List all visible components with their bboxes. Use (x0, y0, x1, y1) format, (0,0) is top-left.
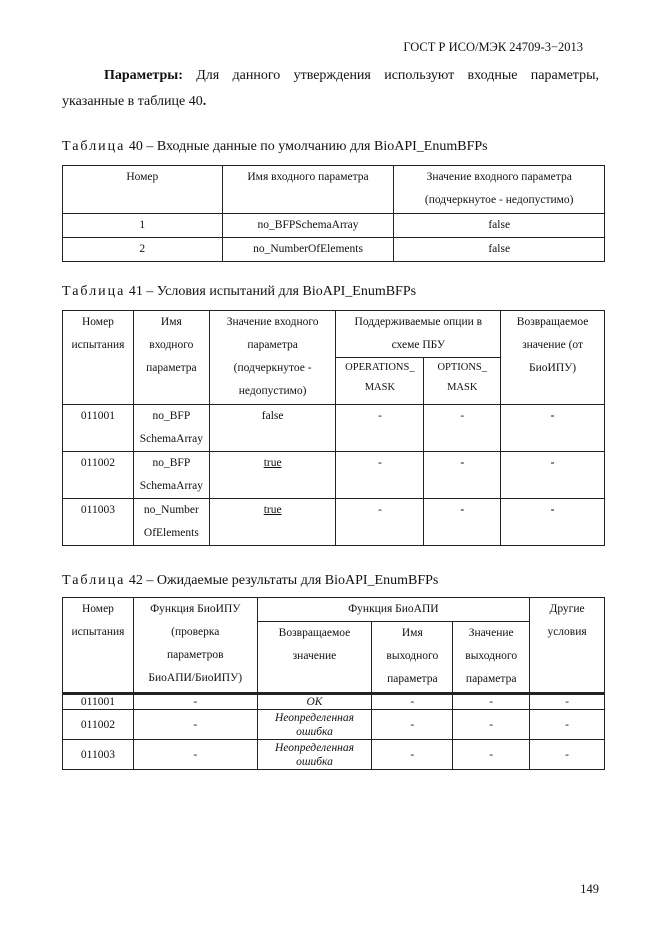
t42-ipu: - (133, 710, 257, 740)
table-row (63, 452, 605, 499)
t40-h-value: Значение входного параметра (подчеркнутое - недопустимо) (394, 166, 605, 214)
table-42 (62, 597, 605, 770)
t42-other: - (530, 710, 605, 740)
t41-ret: - (501, 499, 605, 546)
t41-h-name: Имя входного параметра (133, 311, 209, 405)
table41-caption-word: Таблица (62, 284, 126, 299)
table40-caption-text: 40 – Входные данные по умолчанию для BioAPI_EnumBFPs (128, 139, 488, 154)
t40-cell: 2 (63, 238, 223, 262)
t41-h-optmask: OPTIONS_ MASK (424, 358, 501, 405)
t41-name: no_BFP SchemaArray (133, 405, 209, 452)
t41-opt: - (424, 452, 501, 499)
table40-caption (62, 139, 488, 155)
t41-op: - (336, 499, 424, 546)
t41-h-opmask: OPERATIONS_ MASK (336, 358, 424, 405)
t42-num: 011002 (63, 710, 134, 740)
t42-num: 011001 (63, 694, 134, 710)
table-row (63, 499, 605, 546)
t42-val: - (453, 694, 530, 710)
t42-name: - (372, 694, 453, 710)
t41-value: true (209, 452, 336, 499)
t42-h-return: Возвращаемое значение (257, 622, 372, 693)
t40-cell: false (394, 214, 605, 238)
t41-op: - (336, 452, 424, 499)
t42-ret: Неопределенная ошибка (257, 710, 372, 740)
t41-h-options: Поддерживаемые опции в схеме ПБУ (336, 311, 501, 358)
t41-name: no_Number OfElements (133, 499, 209, 546)
t41-op: - (336, 405, 424, 452)
t41-h-number: Номер испытания (63, 311, 134, 405)
t42-val: - (453, 740, 530, 770)
t41-h-return: Возвращаемое значение (от БиоИПУ) (501, 311, 605, 405)
t42-ipu: - (133, 694, 257, 710)
t41-num: 011001 (63, 405, 134, 452)
t41-ret: - (501, 452, 605, 499)
t41-opt: - (424, 405, 501, 452)
t41-value: false (209, 405, 336, 452)
t42-h-other: Другие условия (530, 598, 605, 693)
table-row (63, 694, 605, 710)
t41-ret: - (501, 405, 605, 452)
t42-other: - (530, 740, 605, 770)
table-41 (62, 310, 605, 546)
t40-cell: no_BFPSchemaArray (222, 214, 394, 238)
table-row (63, 405, 605, 452)
t41-num: 011003 (63, 499, 134, 546)
intro-text-1: Для данного утверждения используют входные параметры, (196, 68, 599, 83)
page-number: 149 (580, 882, 599, 896)
intro-line-1 (62, 63, 599, 89)
t42-h-outval: Значение выходного параметра (453, 622, 530, 693)
t42-num: 011003 (63, 740, 134, 770)
t42-val: - (453, 710, 530, 740)
intro-end: . (202, 94, 207, 109)
t42-h-number: Номер испытания (63, 598, 134, 693)
t41-opt: - (424, 499, 501, 546)
t41-h-value: Значение входного параметра (подчеркнутое - недопустимо) (209, 311, 336, 405)
t40-h-name: Имя входного параметра (222, 166, 394, 214)
t40-h-number: Номер (63, 166, 223, 214)
t42-h-outname: Имя выходного параметра (372, 622, 453, 693)
t42-name: - (372, 740, 453, 770)
table40-caption-word: Таблица (62, 139, 126, 154)
table-row (63, 710, 605, 740)
table-40 (62, 165, 605, 262)
t41-value: true (209, 499, 336, 546)
t42-h-api: Функция БиоАПИ (257, 598, 530, 622)
t42-ret: Неопределенная ошибка (257, 740, 372, 770)
intro-text-2: указанные в таблице 40 (62, 94, 203, 109)
t42-ret: OK (257, 694, 372, 710)
table41-caption-text: 41 – Условия испытаний для BioAPI_EnumBFPs (128, 284, 417, 299)
t40-cell: false (394, 238, 605, 262)
table42-caption-text: 42 – Ожидаемые результаты для BioAPI_EnumBFPs (128, 573, 439, 588)
document-header: ГОСТ Р ИСО/МЭК 24709-3−2013 (403, 40, 583, 54)
t42-h-ipu: Функция БиоИПУ (проверка параметров БиоАПИ/БиоИПУ) (133, 598, 257, 693)
table41-caption (62, 284, 416, 300)
table42-caption (62, 573, 438, 589)
intro-bold: Параметры: (104, 68, 183, 83)
t42-other: - (530, 694, 605, 710)
t40-cell: 1 (63, 214, 223, 238)
intro-line-2 (62, 89, 206, 115)
t40-cell: no_NumberOfElements (222, 238, 394, 262)
t42-ipu: - (133, 740, 257, 770)
table-row (63, 740, 605, 770)
t41-num: 011002 (63, 452, 134, 499)
table42-caption-word: Таблица (62, 573, 126, 588)
t42-name: - (372, 710, 453, 740)
t41-name: no_BFP SchemaArray (133, 452, 209, 499)
